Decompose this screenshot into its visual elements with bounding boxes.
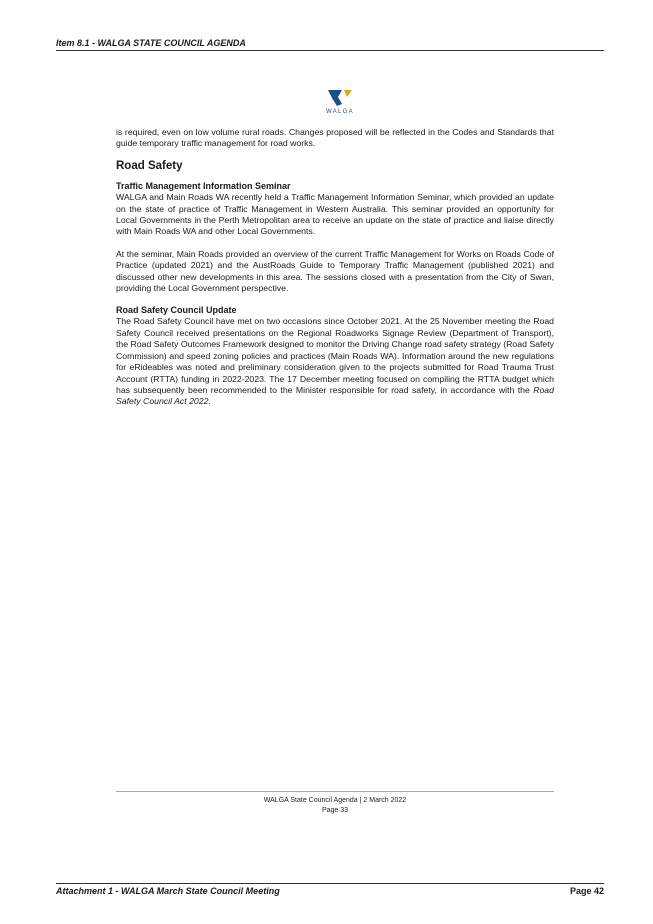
inner-footer-page: Page 33 (321, 807, 349, 814)
footer-attachment-label: Attachment 1 - WALGA March State Council Meeting (56, 886, 280, 896)
paragraph-text: The Road Safety Council have met on two occasions since October 2021. At the 25 November meeting the Road Safety Council received presentations on the Regional Roadworks Signage Review (Department of Transport), the Road Safety Outcomes Framework designed to monitor the Driving Change road safety strategy (Road Safety Commission) and speed zoning policies and practices (Main Roads WA). Information around the new regulations for eRideables was noted and preliminary consideration given to the projects submitted for Road Trauma Trust Account (RTTA) funding in 2022-2023. The 17 December meeting focused on compiling the RTTA budget which has subsequently been recommended to the Minister responsible for road safety, in accordance with the (116, 316, 554, 395)
paragraph (116, 316, 554, 407)
section-title: Road Safety (116, 159, 183, 172)
paragraph: At the seminar, Main Roads provided an overview of the current Traffic Management for Works on Roads Code of Practice (updated 2021) and the AustRoads Guide to Temporary Traffic Management (published 2021) and discussed other new developments in this area. The sessions closed with a presentation from the City of Swan, providing the Local Government perspective. (116, 248, 554, 294)
inner-footer-line1: WALGA State Council Agenda | 2 March 2022 (263, 797, 407, 804)
intro-paragraph: is required, even on low volume rural roads. Changes proposed will be reflected in the Codes and Standards that guide temporary traffic management for road works. (116, 127, 554, 149)
inner-page-footer (116, 791, 554, 816)
document-body (116, 127, 554, 419)
act-name: Road Safety Council Act 2022 (116, 384, 554, 407)
paragraph-end: . (208, 396, 211, 407)
walga-logo (318, 88, 362, 122)
page-footer (56, 883, 604, 896)
footer-page-number: Page 42 (569, 886, 604, 896)
subsection-title: Road Safety Council Update (116, 305, 237, 316)
subsection-road-safety-council (116, 305, 554, 407)
subsection-title: Traffic Management Information Seminar (116, 181, 291, 192)
paragraph: WALGA and Main Roads WA recently held a Traffic Management Information Seminar, which provided an update on the state of practice of Traffic Management in Western Australia. This seminar provided an opportunity for Local Governments in the Perth Metropolitan area to receive an update on the state of practice and liaise directly with Main Roads WA and other Local Governments. (116, 192, 554, 237)
subsection-seminar (116, 181, 554, 294)
walga-logo-text: WALGA (326, 109, 354, 115)
page-header-title: Item 8.1 - WALGA STATE COUNCIL AGENDA (56, 38, 604, 51)
walga-logo-icon (326, 88, 354, 108)
